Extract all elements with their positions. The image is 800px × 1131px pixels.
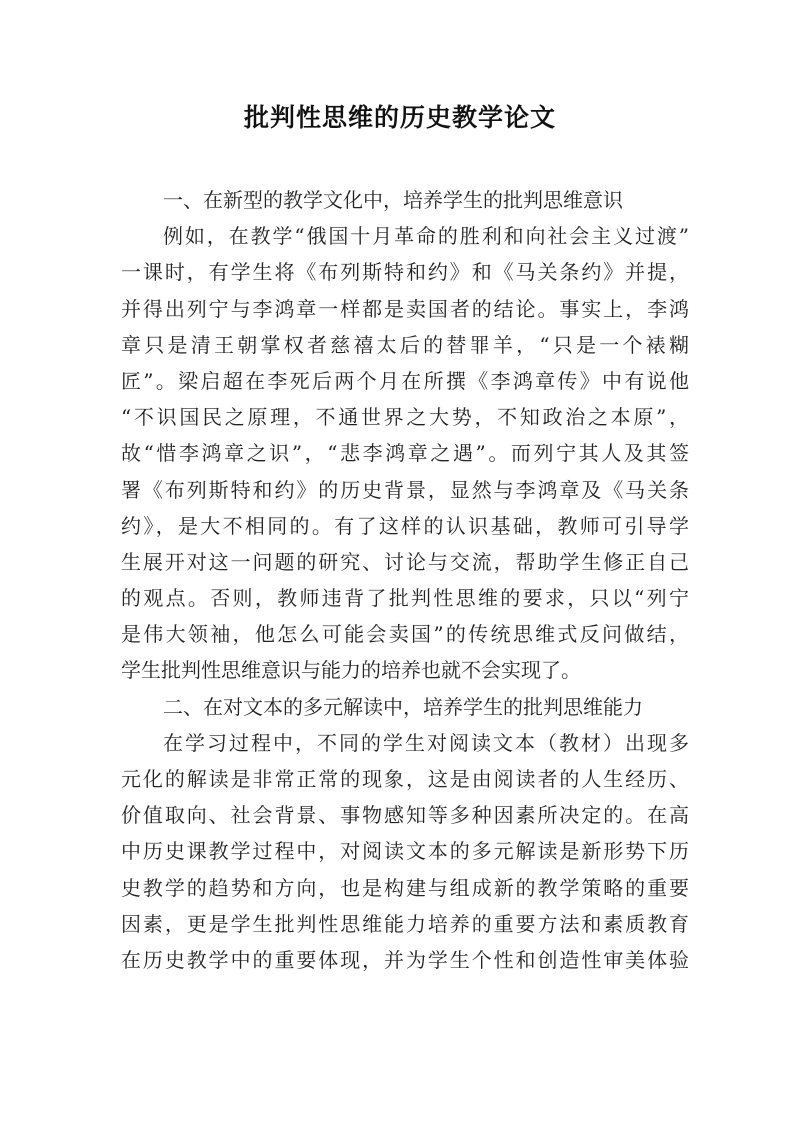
paragraph-line: 在历史教学中的重要体现，并为学生个性和创造性审美体验 [121, 947, 689, 972]
paragraph-line: 在学习过程中，不同的学生对阅读文本（教材）出现多 [163, 730, 689, 755]
paragraph-line: 例如，在教学“俄国十月革命的胜利和向社会主义过渡” [163, 224, 689, 249]
paragraph-line: 并得出列宁与李鸿章一样都是卖国者的结论。事实上，李鸿 [121, 296, 689, 321]
paragraph-line: 元化的解读是非常正常的现象，这是由阅读者的人生经历、 [121, 767, 689, 791]
section-heading-1: 一、在新型的教学文化中，培养学生的批判思维意识 [163, 188, 623, 212]
paragraph-line: 中历史课教学过程中，对阅读文本的多元解读是新形势下历 [121, 839, 689, 864]
paragraph-line: 因素，更是学生批判性思维能力培养的重要方法和素质教育 [121, 911, 689, 936]
paragraph-line: “不识国民之原理，不通世界之大势，不知政治之本原”， [121, 405, 689, 430]
document-body [121, 182, 689, 978]
paragraph-line: 约》，是大不相同的。有了这样的认识基础，教师可引导学 [121, 513, 689, 538]
paragraph-line: 是伟大领袖，他怎么可能会卖国”的传统思维式反问做结， [121, 622, 689, 647]
section-heading-2: 二、在对文本的多元解读中，培养学生的批判思维能力 [163, 694, 643, 719]
paragraph-line: 的观点。否则，教师违背了批判性思维的要求，只以“列宁 [121, 586, 689, 611]
paragraph-line: 学生批判性思维意识与能力的培养也就不会实现了。 [121, 658, 581, 683]
paragraph-line: 一课时，有学生将《布列斯特和约》和《马关条约》并提， [121, 260, 689, 285]
document-title: 批判性思维的历史教学论文 [243, 103, 556, 132]
paragraph-line: 生展开对这一问题的研究、讨论与交流，帮助学生修正自己 [121, 549, 689, 574]
paragraph-line: 史教学的趋势和方向，也是构建与组成新的教学策略的重要 [121, 875, 689, 900]
paragraph-line: 匠”。梁启超在李死后两个月在所撰《李鸿章传》中有说他 [121, 368, 689, 393]
paragraph-line: 章只是清王朝掌权者慈禧太后的替罪羊，“只是一个裱糊 [121, 332, 689, 357]
paragraph-line: 价值取向、社会背景、事物感知等多种因素所决定的。在高 [121, 803, 689, 828]
paragraph-line: 故“惜李鸿章之识”，“悲李鸿章之遇”。而列宁其人及其签 [121, 441, 689, 466]
paragraph-line: 署《布列斯特和约》的历史背景，显然与李鸿章及《马关条 [121, 477, 689, 502]
